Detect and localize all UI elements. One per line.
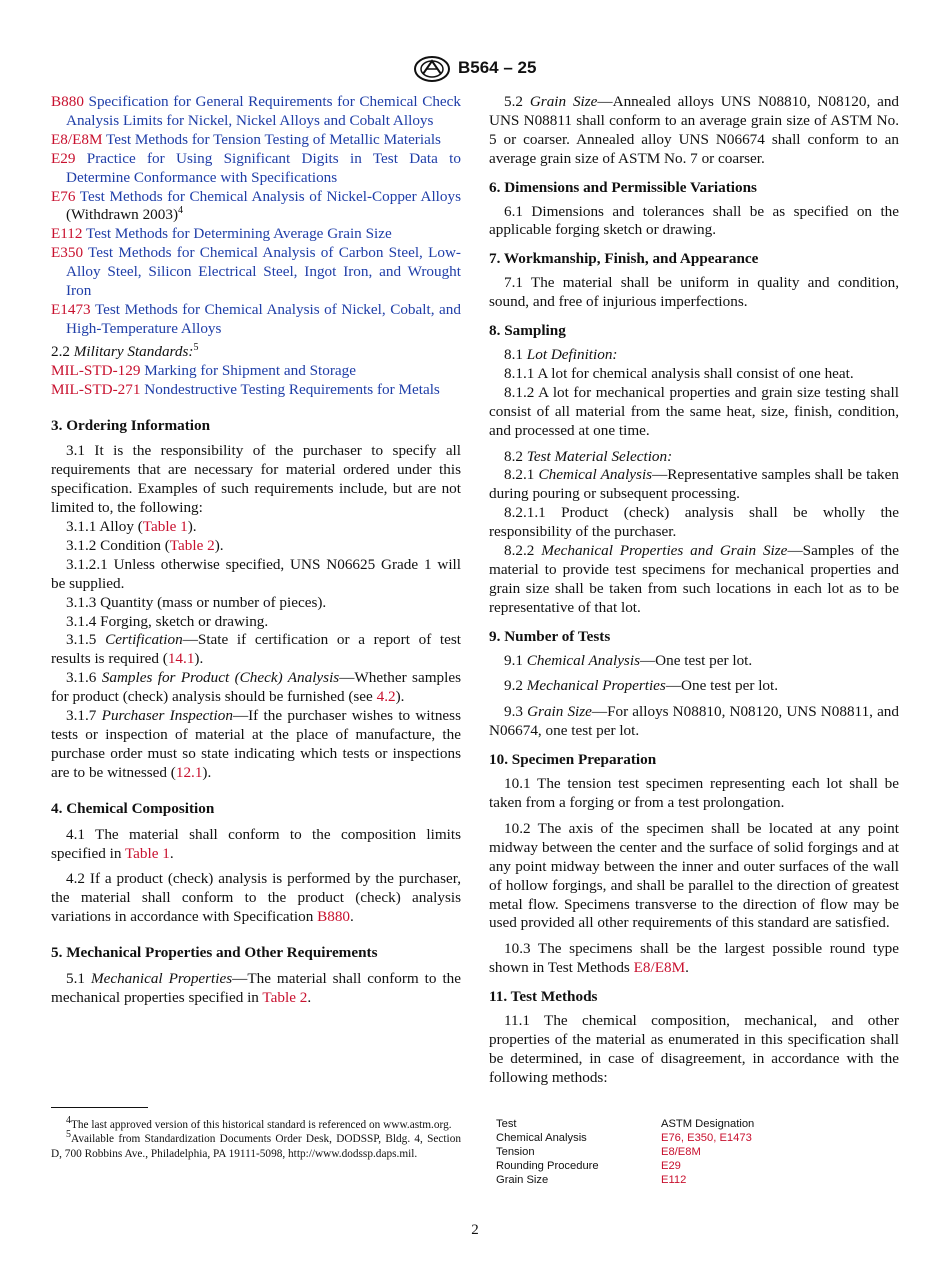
astm-designation-link[interactable]: E76, E350, E1473 [661,1132,752,1144]
reference-code-link[interactable]: E350 [51,244,84,262]
test-name-cell: Grain Size [496,1174,549,1186]
reference-code-link[interactable]: E8/E8M [51,130,103,148]
para-9-1: 9.1 Chemical Analysis—One test per lot. [504,651,753,669]
reference-item [51,93,461,131]
e8-e8m-link[interactable]: E8/E8M [633,959,686,977]
footnote-marker: 4 [178,205,183,217]
table-row [496,1173,754,1187]
para-7-1: 7.1 The material shall be uniform in quality and condition, sound, and free of injurious imperfections. [489,274,899,311]
para-3-1-5: 3.1.5 Certification—State if certification or a report of test results is required (14.1). [51,631,462,668]
reference-code-link[interactable]: E1473 [51,300,91,318]
reference-title-link[interactable]: Test Methods for Chemical Analysis of Carbon Steel, Low-Alloy Steel, Silicon Electrical Steel, Ingot Iron, and Wrought Iron [66,244,461,300]
test-methods-table [496,1117,754,1187]
para-3-1-6: 3.1.6 Samples for Product (Check) Analysis—Whether samples for product (check) analysis should be furnished (see 4.2). [51,669,461,706]
table-2-link[interactable]: Table 2 [169,536,215,554]
section-6-title: 6. Dimensions and Permissible Variations [489,178,757,196]
b880-link[interactable]: B880 [317,908,351,926]
reference-item [51,244,461,301]
para-8-2-2: 8.2.2 Mechanical Properties and Grain Size—Samples of the material to provide test specimens for mechanical properties and grain size shall be taken from such locations in each lot as to be representative of that lot. [489,542,900,616]
table-header-row [496,1117,754,1131]
withdrawn-note: (Withdrawn 2003) [66,206,178,224]
para-8-2: 8.2 Test Material Selection: [504,447,673,465]
para-3-1-3: 3.1.3 Quantity (mass or number of pieces). [66,593,327,611]
section-8-title: 8. Sampling [489,322,566,340]
reference-title-link[interactable]: Specification for General Requirements for Chemical Check Analysis Limits for Nickel, Nickel Alloys and Cobalt Alloys [66,93,461,129]
test-name-cell: Rounding Procedure [496,1160,599,1172]
section-14-1-link[interactable]: 14.1 [167,650,195,668]
reference-code-link[interactable]: MIL-STD-271 [51,380,141,398]
footnote-5: 5Available from Standardization Documents Order Desk, DODSSP, Bldg. 4, Section D, 700 Robbins Ave., Philadelphia, PA 19111-5098, http://www.dodssp.daps.mil. [51,1129,461,1160]
reference-code-link[interactable]: MIL-STD-129 [51,361,141,379]
reference-code-link[interactable]: E29 [51,149,76,167]
reference-title-link[interactable]: Practice for Using Significant Digits in Test Data to Determine Conformance with Specifications [66,149,461,186]
reference-title-link[interactable]: Test Methods for Tension Testing of Metallic Materials [106,130,441,148]
section-12-1-link[interactable]: 12.1 [175,763,203,781]
astm-logo-icon [413,56,451,82]
left-column [51,93,461,1008]
section-4-title: 4. Chemical Composition [51,799,215,817]
reference-item [51,225,461,244]
para-6-1: 6.1 Dimensions and tolerances shall be as specified on the applicable forging sketch or drawing. [489,202,899,239]
reference-title-link[interactable]: Test Methods for Chemical Analysis of Nickel-Copper Alloys [79,187,461,205]
right-column [489,93,899,1088]
para-5-1: 5.1 Mechanical Properties—The material shall conform to the mechanical properties specified in Table 2. [51,970,461,1006]
page-header [0,56,950,84]
para-11-1: 11.1 The chemical composition, mechanical, and other properties of the material as enumerated in this specification shall be determined, in case of disagreement, in accordance with the following methods: [489,1012,899,1086]
table-1-link[interactable]: Table 1 [142,518,188,536]
table-row [496,1131,754,1145]
astm-designation-link[interactable]: E112 [661,1174,687,1186]
section-7-title: 7. Workmanship, Finish, and Appearance [489,250,759,268]
section-11-title: 11. Test Methods [489,988,598,1006]
footnotes [51,1115,461,1161]
para-5-2: 5.2 Grain Size—Annealed alloys UNS N08810, N08120, and UNS N08811 shall conform to an average grain size of ASTM No. 5 or coarser. Annealed alloy UNS N06674 shall conform to an average grain size of ASTM No. 7 or coarser. [489,93,900,167]
table-header-cell: ASTM Designation [661,1118,755,1130]
para-10-3: 10.3 The specimens shall be the largest possible round type shown in Test Methods E8/E8M. [489,940,899,977]
reference-title-link[interactable]: Test Methods for Determining Average Grain Size [86,225,392,243]
para-9-2: 9.2 Mechanical Properties—One test per lot. [504,677,779,695]
military-standards-list [51,362,461,400]
reference-item [51,381,461,400]
section-9-title: 9. Number of Tests [489,627,611,645]
page-number: 2 [471,1222,479,1238]
para-8-1-1: 8.1.1 A lot for chemical analysis shall consist of one heat. [504,364,854,382]
table-row [496,1159,754,1173]
reference-item [51,188,461,226]
para-10-2: 10.2 The axis of the specimen shall be located at any point midway between the center and the surface of solid forgings and at any point midway between the inner and outer surfaces of the wall of hollow forgings, and shall be parallel to the direction of greatest metal flow. Specimens transverse to the direction of flow may be used provided all other requirements of this standard are satisfied. [489,819,899,932]
reference-title-link[interactable]: Marking for Shipment and Storage [144,361,356,379]
reference-item [51,150,461,188]
table-header-cell: Test [496,1118,517,1130]
para-3-1: 3.1 It is the responsibility of the purchaser to specify all requirements that are necessary for material ordered under this specification. Examples of such requirements include, but are not limited to, the following: [51,442,461,517]
footnote-divider [51,1107,148,1108]
para-8-2-1-1: 8.2.1.1 Product (check) analysis shall be wholly the responsibility of the purchaser. [489,504,899,541]
para-8-1: 8.1 Lot Definition: [504,345,618,363]
table-2-link[interactable]: Table 2 [262,988,308,1006]
para-8-1-2: 8.1.2 A lot for mechanical properties and grain size testing shall consist of all material from the same heat, size, finish, condition, and processed at one time. [489,383,899,439]
para-4-2: 4.2 If a product (check) analysis is performed by the purchaser, the material shall conform to the product (check) analysis variations in accordance with Specification B880. [51,870,461,926]
reference-title-link[interactable]: Test Methods for Chemical Analysis of Nickel, Cobalt, and High-Temperature Alloys [66,300,461,337]
section-4-2-link[interactable]: 4.2 [376,688,396,706]
reference-title-link[interactable]: Nondestructive Testing Requirements for Metals [144,380,440,398]
reference-item [51,131,461,150]
reference-code-link[interactable]: B880 [51,93,84,110]
para-3-1-2-1: 3.1.2.1 Unless otherwise specified, UNS N06625 Grade 1 will be supplied. [51,555,461,592]
reference-item [51,362,461,381]
reference-code-link[interactable]: E112 [51,225,83,243]
test-name-cell: Chemical Analysis [496,1132,587,1144]
para-8-2-1: 8.2.1 Chemical Analysis—Representative samples shall be taken during pouring or subsequent processing. [489,466,899,503]
para-9-3: 9.3 Grain Size—For alloys N08810, N08120, UNS N08811, and N06674, one test per lot. [489,703,899,740]
para-3-1-2: 3.1.2 Condition (Table 2). [66,536,224,554]
section-5-title: 5. Mechanical Properties and Other Requirements [51,944,378,962]
para-3-1-7: 3.1.7 Purchaser Inspection—If the purchaser wishes to witness tests or inspection of material at the place of manufacture, the purchase order must so state indicating which tests or inspections are to be witnessed (12.1). [51,707,461,781]
footnote-4: 4The last approved version of this historical standard is referenced on www.astm.org. [66,1115,452,1131]
astm-designation-link[interactable]: E8/E8M [661,1146,701,1158]
table-row [496,1145,754,1159]
para-4-1: 4.1 The material shall conform to the composition limits specified in Table 1. [51,825,461,862]
section-3-title: 3. Ordering Information [51,416,211,434]
astm-designation-link[interactable]: E29 [661,1160,681,1172]
reference-code-link[interactable]: E76 [51,187,76,205]
para-10-1: 10.1 The tension test specimen representing each lot shall be taken from a forging or from a test prolongation. [489,775,899,811]
section-10-title: 10. Specimen Preparation [489,751,657,769]
reference-item [51,301,461,339]
para-3-1-1: 3.1.1 Alloy (Table 1). [66,518,197,536]
table-1-link[interactable]: Table 1 [124,844,170,862]
document-designation: B564 – 25 [458,58,537,77]
military-standards-heading: 2.2 Military Standards:$^5$ [51,341,199,360]
para-3-1-4: 3.1.4 Forging, sketch or drawing. [66,612,269,630]
referenced-documents-list [51,93,461,339]
test-name-cell: Tension [496,1146,535,1158]
